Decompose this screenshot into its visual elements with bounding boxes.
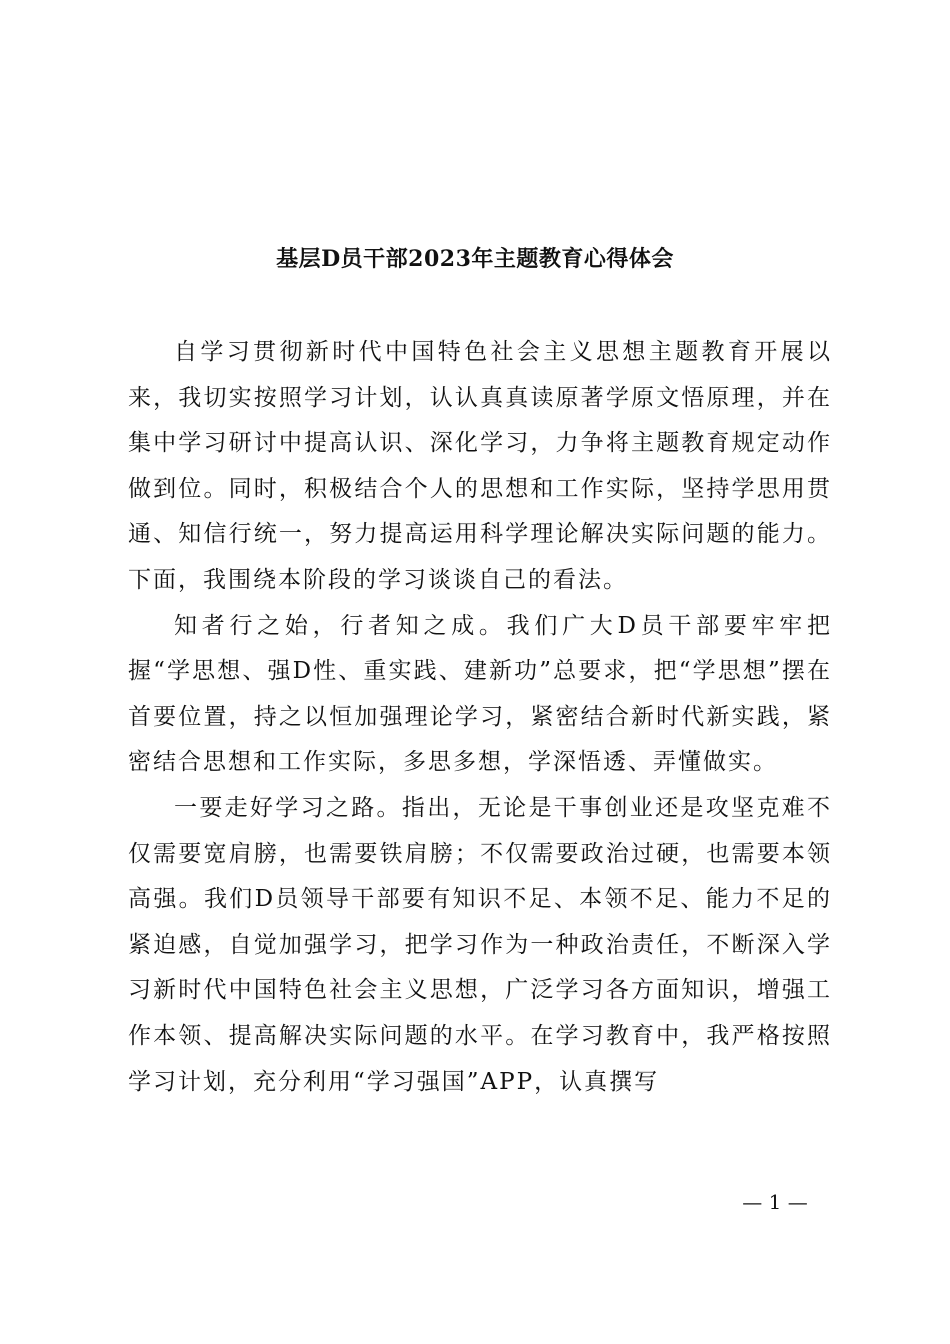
paragraph-study-path: 一要走好学习之路。指出，无论是干事创业还是攻坚克难不仅需要宽肩膀，也需要铁肩膀；不仅需要政治过硬，也需要本领高强。我们D员领导干部要有知识不足、本领不足、能力不足的紧迫感，自觉加强学习，把学习作为一种政治责任，不断深入学习新时代中国特色社会主义思想，广泛学习各方面知识，增强工作本领、提高解决实际问题的水平。在学习教育中，我严格按照学习计划，充分利用“学习强国”APP，认真撰写 <box>128 794 832 1095</box>
document-title: 基层D员干部2023年主题教育心得体会 <box>276 246 674 272</box>
page-number: — 1 — <box>742 1190 808 1214</box>
document-body <box>128 330 832 1105</box>
paragraph-knowledge-action: 知者行之始，行者知之成。我们广大D员干部要牢牢把握“学思想、强D性、重实践、建新功”总要求，把“学思想”摆在首要位置，持之以恒加强理论学习，紧密结合新时代新实践，紧密结合思想和工作实际，多思多想，学深悟透、弄懂做实。 <box>128 612 832 776</box>
paragraph-intro: 自学习贯彻新时代中国特色社会主义思想主题教育开展以来，我切实按照学习计划，认认真真读原著学原文悟原理，并在集中学习研讨中提高认识、深化学习，力争将主题教育规定动作做到位。同时，积极结合个人的思想和工作实际，坚持学思用贯通、知信行统一，努力提高运用科学理论解决实际问题的能力。下面，我围绕本阶段的学习谈谈自己的看法。 <box>128 339 832 593</box>
